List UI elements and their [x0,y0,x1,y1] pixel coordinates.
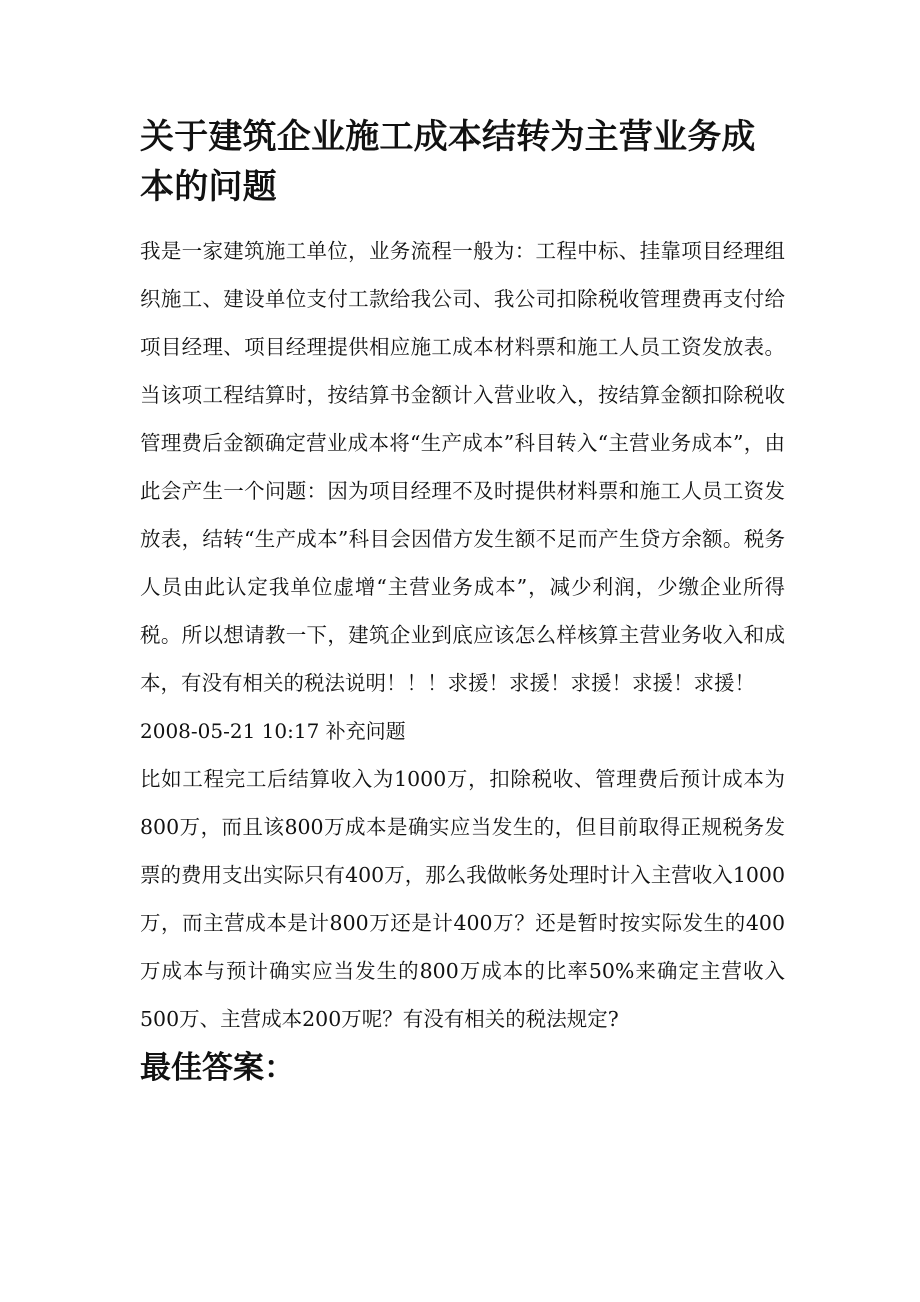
question-body: 我是一家建筑施工单位，业务流程一般为：工程中标、挂靠项目经理组织施工、建设单位支付工款给我公司、我公司扣除税收管理费再支付给项目经理、项目经理提供相应施工成本材料票和施工人员工资发放表。当该项工程结算时，按结算书金额计入营业收入，按结算金额扣除税收管理费后金额确定营业成本将“生产成本”科目转入“主营业务成本”，由此会产生一个问题：因为项目经理不及时提供材料票和施工人员工资发放表，结转“生产成本”科目会因借方发生额不足而产生贷方余额。税务人员由此认定我单位虚增“主营业务成本”，减少利润，少缴企业所得税。所以想请教一下，建筑企业到底应该怎么样核算主营业务收入和成本，有没有相关的税法说明！！！求援！求援！求援！求援！求援！ [140,239,785,695]
supplement-body: 比如工程完工后结算收入为1000万，扣除税收、管理费后预计成本为800万，而且该800万成本是确实应当发生的，但目前取得正规税务发票的费用支出实际只有400万，那么我做帐务处理时计入主营收入1000万，而主营成本是计800万还是计400万？还是暂时按实际发生的400万成本与预计确实应当发生的800万成本的比率50%来确定主营收入500万、主营成本200万呢？有没有相关的税法规定? [140,767,785,1031]
page-title: 关于建筑企业施工成本结转为主营业务成本的问题 [140,117,756,207]
document-page [140,112,785,1091]
supplement-meta: 2008-05-21 10:17 补充问题 [140,719,406,743]
best-answer-heading: 最佳答案： [140,1050,295,1086]
